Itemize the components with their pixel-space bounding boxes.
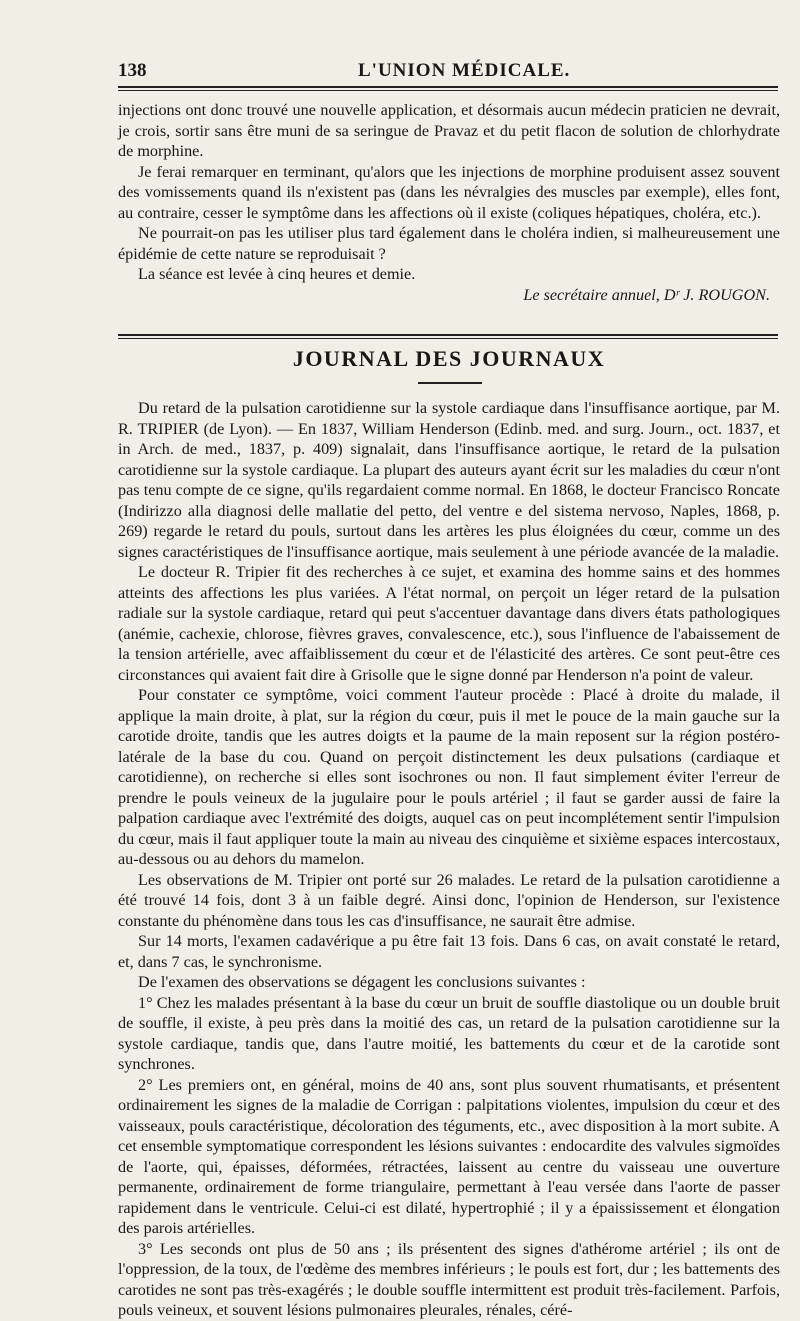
paragraph: Les observations de M. Tripier ont porté sur 26 malades. Le retard de la pulsation carotidienne a été trouvé 14 fois, dont 3 à un faible degré. Ainsi donc, l'opinion de Henderson, sur l'existence constante du phénomène dans tous les cas d'insuffisance, ne saurait être admise. [118,870,780,930]
paragraph: injections ont donc trouvé une nouvelle application, et désormais aucun médecin praticien ne devrait, je crois, sortir sans être muni de sa seringue de Pravaz et du petit flacon de solution de chlorhydrate de morphine. [118,101,780,160]
running-title: L'UNION MÉDICALE. [358,60,571,81]
paragraph: Ne pourrait-on pas les utiliser plus tard également dans le choléra indien, si malheureusement une épidémie de cette nature se reproduisait ? [118,224,780,263]
paragraph: Du retard de la pulsation carotidienne sur la systole cardiaque dans l'insuffisance aortique, par M. R. TRIPIER (de Lyon). — En 1837, William Henderson (Edinb. med. and surg. Journ., oct. 1837, et in Arch. de med., 1837, p. 409) signalait, dans l'insuffisance aortique, le retard de la pulsation carotidienne sur la systole cardiaque. La plupart des auteurs ayant écrit sur les maladies du cœur n'ont pas tenu compte de ce signe, qu'ils regardaient comme normal. En 1868, le docteur Francisco Roncate (Indirizzo alla diagnosi delle mallatie del petto, del ventre e del sistema nervoso, Naples, 1868, p. 269) regarde le retard du pouls, surtout dans les artères les plus éloignées du cœur, comme un des signes caractéristiques de l'insuffisance aortique, mais seulement à une période avancée de la maladie. [118,399,780,561]
article-body [118,398,780,1321]
paragraph: Sur 14 morts, l'examen cadavérique a pu être fait 13 fois. Dans 6 cas, on avait constaté le retard, et, dans 7 cas, le synchronisme. [118,932,780,971]
header-rule [118,86,778,91]
paragraph: La séance est levée à cinq heures et demie. [138,265,416,283]
previous-article [118,100,780,305]
signature: Le secrétaire annuel, Dʳ J. ROUGON. [523,285,770,304]
paragraph: Pour constater ce symptôme, voici comment l'auteur procède : Placé à droite du malade, il applique la main droite, à plat, sur la région du cœur, puis il met le pouce de la main gauche sur la carotide droite, tandis que les autres doigts et la paume de la main reposent sur la région postéro-latérale de la base du cou. Quand on perçoit distinctement les deux pulsations (cardiaque et carotidienne), on recherche si elles sont isochrones ou non. Il faut simplement éviter l'erreur de prendre le pouls veineux de la jugulaire pour le pouls artériel ; il faut se garder aussi de faire la palpation cardiaque avec l'extrémité des doigts, auquel cas on peut incomplétement sentir l'impulsion du cœur, mais il faut appliquer toute la main au niveau des cinquième et sixième espaces intercostaux, au-dessous ou au dehors du mamelon. [118,686,780,868]
paragraph: 1° Chez les malades présentant à la base du cœur un bruit de souffle diastolique ou un double bruit de souffle, il existe, à peu près dans la moitié des cas, un retard de la pulsation carotidienne sur la systole cardiaque, tandis que, dans l'autre moitié, les battements du cœur et de la carotide sont synchrones. [118,993,780,1073]
paragraph: De l'examen des observations se dégagent les conclusions suivantes : [138,973,586,991]
paragraph: Je ferai remarquer en terminant, qu'alors que les injections de morphine produisent assez souvent des vomissements quand ils n'existent pas (dans les névralgies des muscles par exemple), elles font, au contraire, cesser le symptôme dans les affections où il existe (coliques hépatiques, choléra, etc.). [118,162,780,222]
paragraph: 3° Les seconds ont plus de 50 ans ; ils présentent des signes d'athérome artériel ; ils ont de l'oppression, de la toux, de l'œdème des membres inférieurs ; le pouls est fort, dur ; les battements des carotides ne sont pas très-exagérés ; le double souffle intermittent est produit très-facilement. Parfois, pouls veineux, et souvent lésions pulmonaires pleurales, rénales, céré- [118,1239,780,1319]
section-rule [118,334,778,339]
title-underline [418,382,482,384]
section-title: JOURNAL DES JOURNAUX [292,346,606,371]
paragraph: Le docteur R. Tripier fit des recherches à ce sujet, et examina des homme sains et des hommes atteints des affections les plus variées. A l'état normal, on perçoit un léger retard de la pulsation radiale sur la systole cardiaque, retard qui peut s'accentuer davantage dans divers états pathologiques (anémie, cachexie, chlorose, fièvres graves, convalescence, etc.), sous l'influence de l'abaissement de la tension artérielle, avec affaiblissement du cœur et de l'élasticité des artères. Ce sont peut-être ces circonstances qui avaient fait dire à Grisolle que le signe donné par Henderson n'a point de valeur. [118,563,780,684]
page-number: 138 [118,60,147,81]
paragraph: 2° Les premiers ont, en général, moins de 40 ans, sont plus souvent rhumatisants, et présentent ordinairement les signes de la maladie de Corrigan : palpitations violentes, impulsion du cœur et des vaisseaux, pouls caractéristique, décoloration des téguments, etc., avec disposition à la mort subite. A cet ensemble symptomatique correspondent les lésions suivantes : endocardite des valvules sigmoïdes de l'aorte, qui, épaisses, déformées, rétractées, laissent au centre du vaisseau une ouverture permanente, ordinairement de forme triangulaire, permettant à l'eau versée dans l'aorte de passer rapidement dans le ventricule. Celui-ci est dilaté, hypertrophié ; il y a épaississement et élongation des parois artérielles. [118,1075,780,1237]
